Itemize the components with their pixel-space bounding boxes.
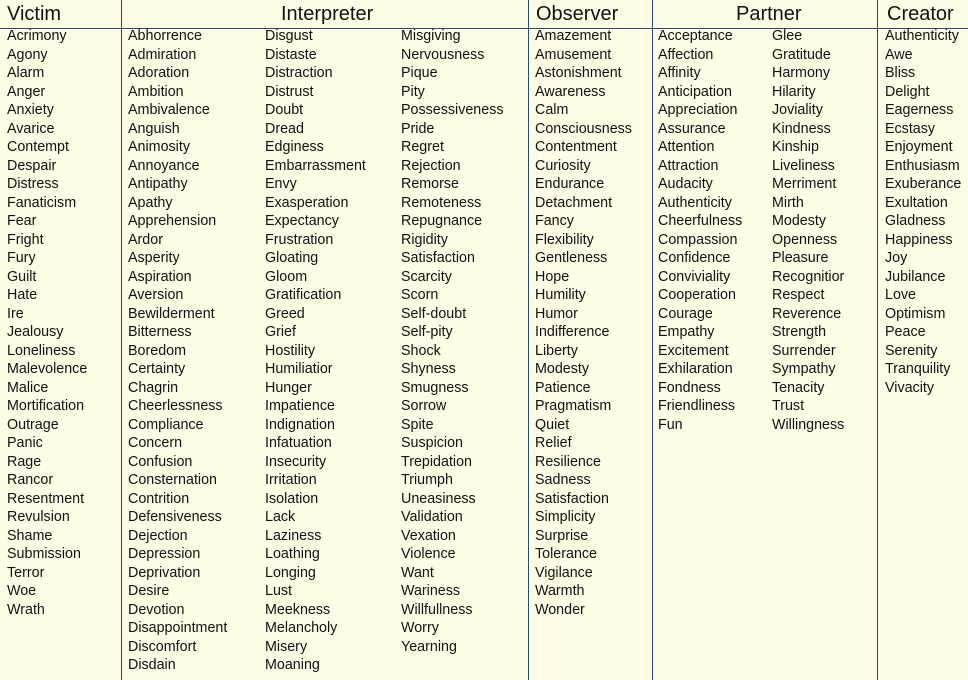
interpreter-list-3 (401, 27, 504, 656)
emotion-word: Self-doubt (401, 305, 467, 322)
emotion-word: Conviviality (658, 268, 731, 285)
emotion-word: Avarice (7, 120, 55, 137)
emotion-word: Certainty (128, 361, 186, 377)
emotion-word: Awe (885, 46, 913, 63)
emotion-word: Exasperation (265, 194, 349, 211)
emotion-word: Bewilderment (128, 305, 215, 322)
interpreter-list-1 (128, 27, 227, 675)
emotion-word: Abhorrence (128, 28, 202, 44)
emotion-word: Relief (535, 435, 572, 451)
emotion-word: Apathy (128, 194, 173, 211)
emotion-word: Contempt (7, 139, 69, 155)
emotion-word: Concern (128, 435, 183, 451)
emotion-word: Impatience (265, 398, 335, 414)
emotion-word: Distrust (265, 83, 314, 100)
emotion-word: Shame (7, 527, 53, 544)
emotion-word: Insecurity (265, 453, 327, 470)
emotion-word: Worry (401, 620, 439, 636)
emotion-word: Acrimony (7, 28, 67, 44)
emotion-word: Enjoyment (885, 139, 953, 155)
emotion-word: Friendliness (658, 398, 736, 414)
emotion-word: Endurance (535, 176, 605, 192)
emotion-word: Rigidity (401, 231, 448, 248)
emotion-word: Empathy (658, 324, 715, 340)
emotion-word: Willfullness (401, 601, 473, 618)
emotion-word: Willingness (772, 416, 845, 433)
column-divider-interpreter (528, 0, 529, 680)
emotion-word: Remorse (401, 176, 459, 192)
emotion-word: Bliss (885, 65, 916, 81)
emotion-word: Warmth (535, 583, 585, 599)
emotion-word: Irritation (265, 472, 317, 488)
emotion-word: Fun (658, 416, 683, 433)
emotion-word: Bitterness (128, 324, 192, 340)
emotion-word: Detachment (535, 194, 613, 211)
emotion-word: Kinship (772, 139, 819, 155)
emotion-word: Asperity (128, 250, 180, 266)
emotion-word: Reverence (772, 305, 842, 322)
emotion-word: Excitement (658, 342, 729, 359)
emotion-word: Satisfaction (401, 250, 475, 266)
emotion-word: Acceptance (658, 28, 733, 44)
emotion-word: Panic (7, 435, 43, 451)
emotion-word: Optimism (885, 305, 946, 322)
emotion-word: Antipathy (128, 176, 188, 192)
emotion-word: Affinity (658, 65, 701, 81)
emotion-word: Defensiveness (128, 509, 222, 525)
emotion-word: Tranquility (885, 361, 951, 377)
emotion-word: Greed (265, 305, 305, 322)
emotion-word: Joviality (772, 102, 823, 118)
emotion-word: Simplicity (535, 509, 596, 525)
emotion-word: Malevolence (7, 361, 88, 377)
emotion-word: Rage (7, 453, 42, 470)
emotion-word: Indignation (265, 416, 335, 433)
emotion-word: Exhilaration (658, 361, 733, 377)
emotion-word: Scorn (401, 287, 439, 303)
emotion-word: Wariness (401, 583, 461, 599)
emotion-word: Awareness (535, 83, 606, 100)
emotion-word: Mirth (772, 194, 804, 211)
emotion-word: Fear (7, 213, 37, 229)
emotion-word: Liberty (535, 342, 578, 359)
emotion-word: Appreciation (658, 102, 738, 118)
emotion-word: Enthusiasm (885, 157, 960, 174)
emotion-word: Gloom (265, 268, 308, 285)
emotion-word: Humiliatior (265, 361, 333, 377)
emotion-word: Hostility (265, 342, 316, 359)
emotion-word: Anxiety (7, 102, 54, 118)
emotion-word: Amazement (535, 28, 612, 44)
emotion-word: Despair (7, 157, 57, 174)
emotion-word: Self-pity (401, 324, 453, 340)
emotion-word: Tenacity (772, 379, 825, 396)
emotion-word: Admiration (128, 46, 197, 63)
emotion-word: Possessiveness (401, 102, 504, 118)
emotion-word: Distress (7, 176, 59, 192)
header-interpreter: Interpreter (281, 3, 374, 25)
emotion-word: Remoteness (401, 194, 482, 211)
emotion-word: Doubt (265, 102, 304, 118)
emotion-word: Liveliness (772, 157, 835, 174)
emotion-word: Surprise (535, 527, 589, 544)
emotion-word: Gratification (265, 287, 342, 303)
emotion-word: Moaning (265, 657, 320, 673)
emotion-word: Openness (772, 231, 838, 248)
emotion-word: Guilt (7, 268, 37, 285)
emotion-word: Confusion (128, 453, 193, 470)
emotion-word: Assurance (658, 120, 726, 137)
emotion-word: Sadness (535, 472, 591, 488)
partner-list-1 (658, 27, 742, 434)
emotion-word: Regret (401, 139, 444, 155)
emotion-word: Attention (658, 139, 715, 155)
emotion-word: Adoration (128, 65, 190, 81)
emotion-word: Pique (401, 65, 438, 81)
column-divider-observer (652, 0, 653, 680)
header-observer: Observer (536, 3, 619, 25)
emotion-word: Contrition (128, 490, 190, 507)
emotion-word: Agony (7, 46, 48, 63)
emotion-word: Vexation (401, 527, 456, 544)
emotion-word: Disappointment (128, 620, 228, 636)
emotion-word: Exuberance (885, 176, 962, 192)
emotion-word: Melancholy (265, 620, 338, 636)
emotion-word: Quiet (535, 416, 570, 433)
emotion-word: Consciousness (535, 120, 632, 137)
emotion-word: Edginess (265, 139, 324, 155)
emotion-word: Love (885, 287, 917, 303)
creator-list (885, 27, 961, 397)
emotion-word: Vigilance (535, 564, 593, 581)
emotion-word: Indifference (535, 324, 610, 340)
emotion-word: Curiosity (535, 157, 591, 174)
emotion-word: Fanaticism (7, 194, 77, 211)
emotion-word: Suspicion (401, 435, 463, 451)
emotion-word: Gloating (265, 250, 319, 266)
emotion-word: Merriment (772, 176, 837, 192)
emotion-word: Compliance (128, 416, 204, 433)
emotion-word: Kindness (772, 120, 831, 137)
emotion-word: Embarrassment (265, 157, 366, 174)
emotion-word: Depression (128, 546, 201, 562)
emotion-word: Anguish (128, 120, 180, 137)
emotion-word: Delight (885, 83, 930, 100)
emotion-word: Dread (265, 120, 304, 137)
emotion-word: Apprehension (128, 213, 217, 229)
emotion-word: Harmony (772, 65, 830, 81)
emotion-word: Shock (401, 342, 441, 359)
emotion-word: Humor (535, 305, 578, 322)
emotion-word: Loneliness (7, 342, 76, 359)
emotion-word: Envy (265, 176, 297, 192)
emotion-word: Ecstasy (885, 120, 936, 137)
header-victim: Victim (7, 3, 62, 25)
emotion-word: Grief (265, 324, 296, 340)
emotion-word: Surrender (772, 342, 836, 359)
emotion-word: Compassion (658, 231, 738, 248)
emotion-word: Resentment (7, 490, 85, 507)
emotion-word: Eagerness (885, 102, 954, 118)
emotion-word: Isolation (265, 490, 319, 507)
emotion-word: Hate (7, 287, 38, 303)
emotion-word: Laziness (265, 527, 322, 544)
emotion-word: Animosity (128, 139, 190, 155)
victim-list (7, 27, 87, 619)
emotion-word: Recognitior (772, 268, 845, 285)
observer-list (535, 27, 632, 619)
emotion-word: Consternation (128, 472, 218, 488)
emotion-word: Contentment (535, 139, 617, 155)
emotion-word: Hilarity (772, 83, 816, 100)
emotion-word: Lust (265, 583, 293, 599)
emotion-word: Exultation (885, 194, 948, 211)
emotion-word: Sorrow (401, 398, 447, 414)
emotion-word: Confidence (658, 250, 731, 266)
emotion-word: Aversion (128, 287, 184, 303)
emotion-word: Pity (401, 83, 425, 100)
emotion-word: Triumph (401, 472, 453, 488)
emotion-word: Flexibility (535, 231, 594, 248)
emotion-word: Audacity (658, 176, 713, 192)
emotion-word: Trust (772, 398, 805, 414)
emotion-word: Repugnance (401, 213, 483, 229)
emotion-word: Astonishment (535, 65, 622, 81)
emotion-word: Tolerance (535, 546, 597, 562)
emotion-word: Sympathy (772, 361, 836, 377)
emotion-word: Authenticity (658, 194, 732, 211)
emotion-word: Deprivation (128, 564, 201, 581)
emotion-word: Desire (128, 583, 170, 599)
emotion-word: Validation (401, 509, 463, 525)
emotion-word: Happiness (885, 231, 953, 248)
emotion-word: Modesty (772, 213, 827, 229)
emotion-word: Ardor (128, 231, 163, 248)
emotion-word: Terror (7, 564, 45, 581)
emotion-word: Chagrin (128, 379, 179, 396)
emotion-word: Anger (7, 83, 46, 100)
emotion-word: Patience (535, 379, 591, 396)
emotion-word: Annoyance (128, 157, 200, 174)
emotion-word: Malice (7, 379, 49, 396)
emotion-word: Attraction (658, 157, 719, 174)
emotion-word: Fright (7, 231, 44, 248)
emotion-word: Fondness (658, 379, 721, 396)
emotion-word: Shyness (401, 361, 456, 377)
emotion-word: Fury (7, 250, 36, 266)
emotion-word: Infatuation (265, 435, 332, 451)
emotion-word: Peace (885, 324, 926, 340)
emotion-word: Discomfort (128, 638, 197, 655)
emotion-word: Strength (772, 324, 827, 340)
emotion-word: Distaste (265, 46, 317, 63)
emotion-word: Cooperation (658, 287, 736, 303)
emotion-word: Cheerlessness (128, 398, 223, 414)
column-divider-victim (121, 0, 122, 680)
emotion-word: Gratitude (772, 46, 831, 63)
emotion-word: Hope (535, 268, 570, 285)
emotion-word: Devotion (128, 601, 185, 618)
emotion-word: Wrath (7, 601, 45, 618)
emotion-word: Submission (7, 546, 81, 562)
emotion-word: Alarm (7, 65, 45, 81)
partner-list-2 (772, 27, 844, 434)
emotion-word: Expectancy (265, 213, 339, 229)
emotion-word: Jubilance (885, 268, 946, 285)
emotion-word: Respect (772, 287, 825, 303)
emotion-word: Uneasiness (401, 490, 476, 507)
emotion-word: Vivacity (885, 379, 934, 396)
emotion-word: Loathing (265, 546, 320, 562)
emotion-word: Boredom (128, 342, 187, 359)
emotion-word: Rejection (401, 157, 461, 174)
emotion-word: Anticipation (658, 83, 732, 100)
header-creator: Creator (887, 3, 954, 25)
emotion-word: Affection (658, 46, 714, 63)
column-divider-partner (877, 0, 878, 680)
emotion-word: Frustration (265, 231, 334, 248)
emotion-word: Ire (7, 305, 24, 322)
emotion-word: Misgiving (401, 28, 461, 44)
emotion-word: Scarcity (401, 268, 452, 285)
emotion-word: Misery (265, 638, 308, 655)
emotion-word: Spite (401, 416, 434, 433)
emotion-word: Lack (265, 509, 296, 525)
emotion-word: Resilience (535, 453, 601, 470)
header-partner: Partner (736, 3, 802, 25)
emotion-word: Humility (535, 287, 586, 303)
emotion-word: Authenticity (885, 28, 959, 44)
emotion-word: Modesty (535, 361, 590, 377)
emotion-word: Revulsion (7, 509, 70, 525)
emotion-word: Courage (658, 305, 713, 322)
emotion-word: Joy (885, 250, 908, 266)
emotion-word: Disdain (128, 657, 176, 673)
emotion-word: Rancor (7, 472, 54, 488)
emotion-word: Fancy (535, 213, 574, 229)
emotion-word: Woe (7, 583, 37, 599)
emotion-word: Want (401, 564, 434, 581)
emotion-word: Pride (401, 120, 435, 137)
emotion-word: Yearning (401, 638, 457, 655)
emotion-word: Ambivalence (128, 102, 210, 118)
emotion-word: Distraction (265, 65, 333, 81)
emotion-word: Calm (535, 102, 569, 118)
emotion-word: Pleasure (772, 250, 829, 266)
emotion-word: Jealousy (7, 324, 64, 340)
emotion-word: Trepidation (401, 453, 472, 470)
emotion-word: Pragmatism (535, 398, 612, 414)
emotion-word: Wonder (535, 601, 585, 618)
emotion-word: Gladness (885, 213, 946, 229)
emotion-word: Nervousness (401, 46, 485, 63)
emotion-word: Meekness (265, 601, 331, 618)
emotion-word: Aspiration (128, 268, 192, 285)
emotion-word: Amusement (535, 46, 612, 63)
interpreter-list-2 (265, 27, 366, 675)
emotion-word: Satisfaction (535, 490, 609, 507)
emotion-word: Disgust (265, 28, 313, 44)
emotion-word: Dejection (128, 527, 188, 544)
emotion-word: Serenity (885, 342, 938, 359)
emotion-word: Cheerfulness (658, 213, 743, 229)
emotion-word: Longing (265, 564, 316, 581)
emotion-word: Gentleness (535, 250, 608, 266)
emotion-word: Smugness (401, 379, 469, 396)
emotion-word: Hunger (265, 379, 312, 396)
emotion-word: Glee (772, 28, 803, 44)
emotion-word: Outrage (7, 416, 59, 433)
emotion-word: Mortification (7, 398, 85, 414)
emotion-word: Violence (401, 546, 456, 562)
emotion-word: Ambition (128, 83, 184, 100)
